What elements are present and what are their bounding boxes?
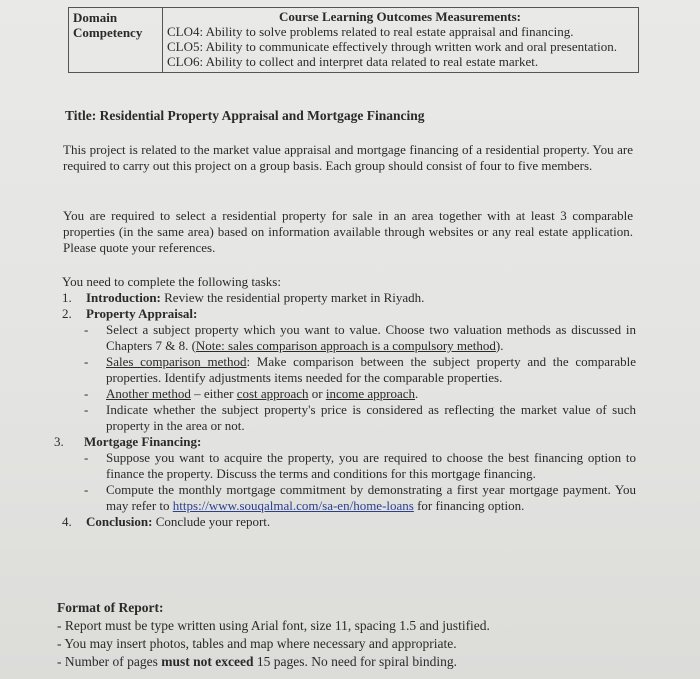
outcomes-cell <box>163 8 639 73</box>
task-2-bullet-1: - Select a subject property which you want to value. Choose two valuation methods as discussed in Chapters 7 & 8. (Note: sales comparison approach is a compulsory method). <box>84 322 636 353</box>
table-header: Course Learning Outcomes Measurements: <box>278 9 522 24</box>
task-2-bullet-2: - Sales comparison method: Make comparison between the subject property and the comparable properties. Identify adjustments items needed for the comparable properties. <box>84 354 637 385</box>
souqalmal-link[interactable]: https://www.souqalmal.com/sa-en/home-loans <box>172 498 414 513</box>
task-list <box>54 274 642 530</box>
task-4: 4. Conclusion: Conclude your report. <box>62 514 271 529</box>
competency-label: Competency <box>73 25 143 40</box>
task-3-bullet-1: - Suppose you want to acquire the property, you are required to choose the best financing option to finance the property. Discuss the terms and conditions for this mortgage financing. <box>84 450 636 481</box>
task-2: 2. Property Appraisal: <box>62 306 198 321</box>
format-heading: Format of Report: <box>57 600 164 615</box>
task-2-bullet-3: - Another method – either cost approach or income approach. <box>84 386 419 401</box>
project-title: Title: Residential Property Appraisal and Mortgage Financing <box>65 108 425 123</box>
task-1: 1. Introduction: Review the residential property market in Riyadh. <box>62 290 425 305</box>
domain-label: Domain <box>73 10 118 25</box>
task-3: 3. Mortgage Financing: <box>54 434 202 449</box>
paragraph-intro: This project is related to the market value appraisal and mortgage financing of a residential property. You are required to carry out this project on a group basis. Each group should consist of four to five members. <box>63 142 633 173</box>
format-section <box>57 599 490 671</box>
task-2-bullet-4: - Indicate whether the subject property's price is considered as reflecting the market value of such property in the area or not. <box>84 402 636 433</box>
clo-table <box>68 7 639 73</box>
clo6-text: CLO6: Ability to collect and interpret data related to real estate market. <box>167 54 539 69</box>
paragraph-selection: You are required to select a residential property for sale in an area together with at least 3 comparable properties (in the same area) based on information available through websites or any real estate application. Please quote your references. <box>63 208 633 255</box>
format-item-1: - Report must be type written using Arial font, size 11, spacing 1.5 and justified. <box>57 618 490 633</box>
clo4-text: CLO4: Ability to solve problems related to real estate appraisal and financing. <box>167 24 574 39</box>
format-item-2: - You may insert photos, tables and map where necessary and appropriate. <box>57 636 457 651</box>
tasks-intro: You need to complete the following tasks: <box>62 274 281 289</box>
domain-cell <box>69 8 163 73</box>
clo5-text: CLO5: Ability to communicate effectively through written work and oral presentation. <box>167 39 617 54</box>
task-3-bullet-2: - Compute the monthly mortgage commitment by demonstrating a first year mortgage payment. You may refer to https://www.souqalmal.com/sa-en/home-loans for financing option. <box>84 482 636 513</box>
format-item-3: - Number of pages must not exceed 15 pages. No need for spiral binding. <box>57 654 458 669</box>
